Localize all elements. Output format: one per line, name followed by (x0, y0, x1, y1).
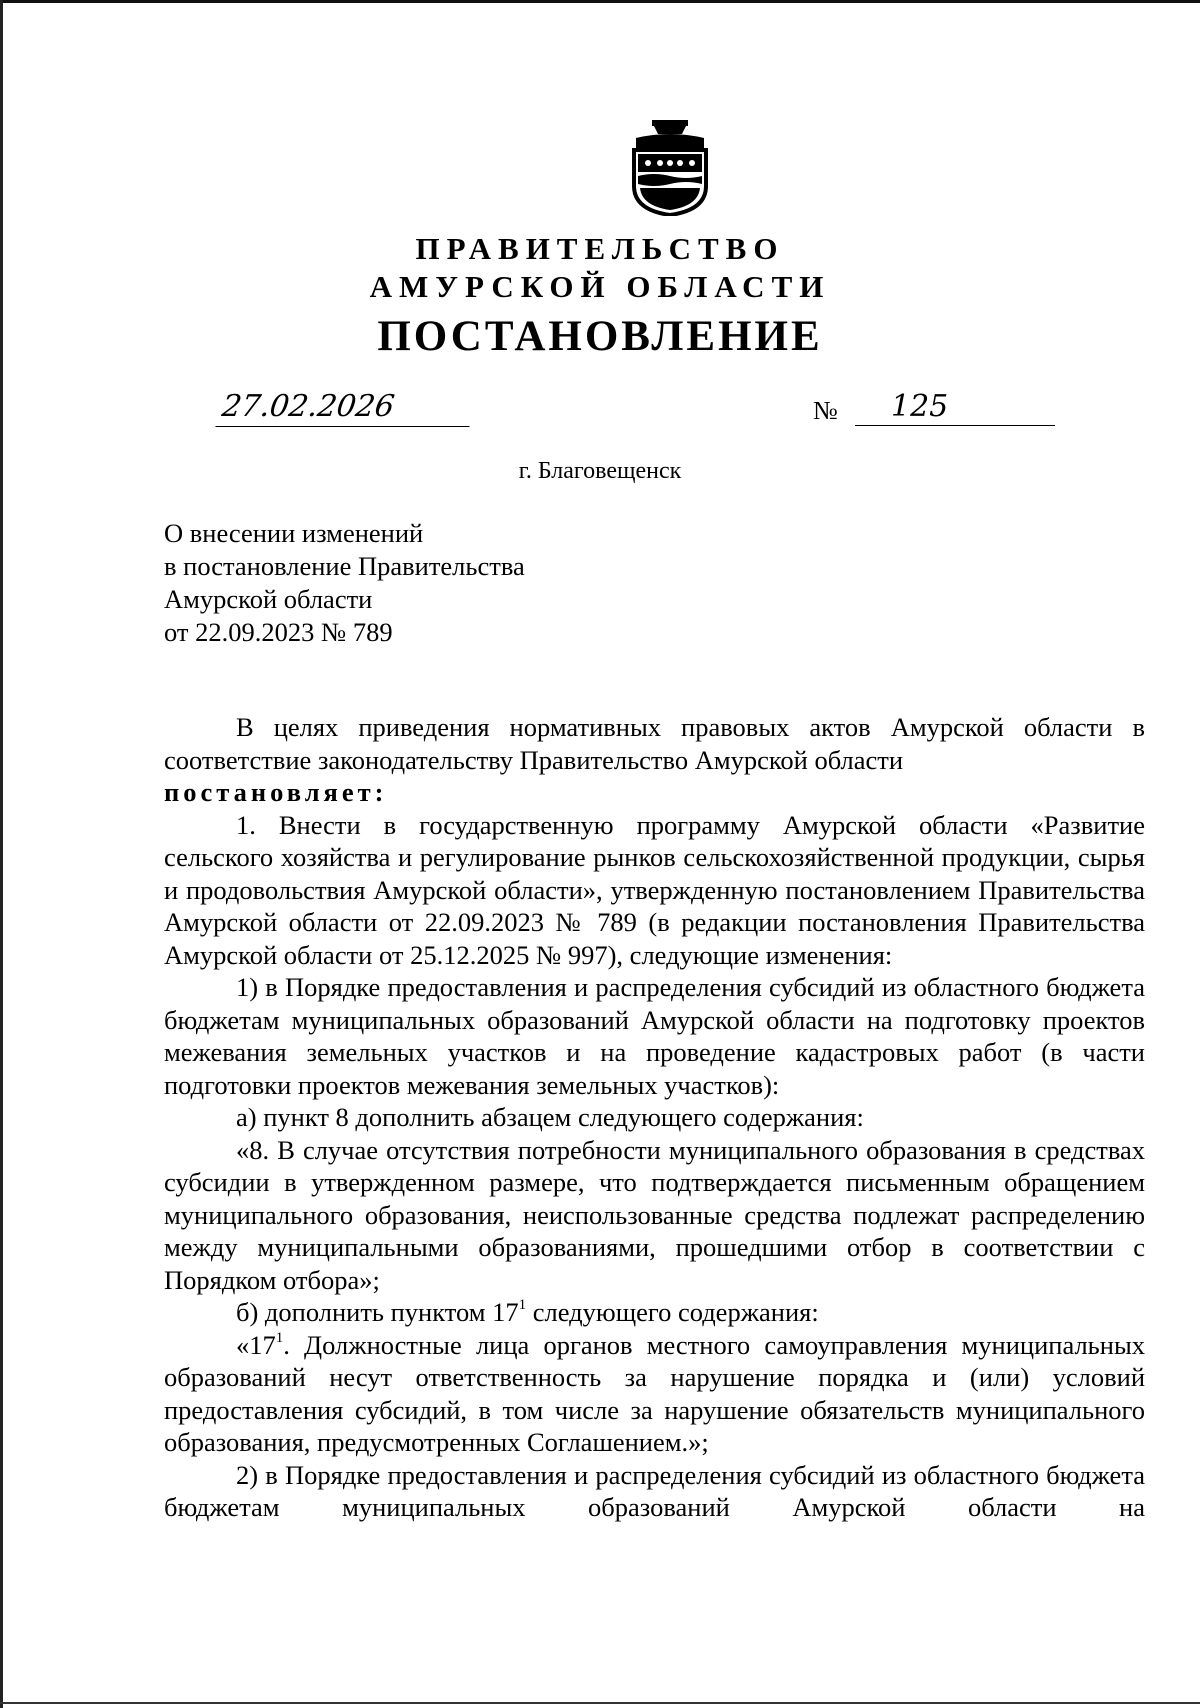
handwritten-date: 27.02.2026 (215, 390, 474, 427)
item-b-text-end: следующего содержания: (526, 1297, 819, 1327)
item-b (164, 1296, 1145, 1329)
subject-line: О внесении изменений (164, 518, 424, 548)
intro-paragraph: В целях приведения нормативных правовых актов Амурской области в соответствие законодательству Правительство Амурской области (164, 712, 1145, 775)
item-b-text: б) дополнить пунктом 17 (236, 1297, 519, 1327)
quote-17-start: «17 (236, 1329, 276, 1360)
number-label: № (813, 396, 838, 425)
document-subject (164, 517, 525, 649)
page-edge (0, 1702, 1200, 1704)
handwritten-number: 125 (855, 390, 1055, 426)
document-body (164, 711, 1145, 1524)
item-1-subitem-1: 1) в Порядке предоставления и распределения субсидий из областного бюджета бюджетам муниципальных образований Амурской области на подготовку проектов межевания земельных участков и на проведение кадастровых работ (в части подготовки проектов межевания земельных участков): (164, 972, 1145, 1100)
resolves-word: постановляет: (164, 777, 388, 807)
item-1: 1. Внести в государственную программу Амурской области «Развитие сельского хозяйства и регулирование рынков сельскохозяйственной продукции, сырья и продовольствия Амурской области», утвержденную постановлением Правительства Амурской области от 22.09.2023 № 789 (в редакции постановления Правительства Амурской области от 25.12.2025 № 997), следующие изменения: (164, 809, 1145, 970)
government-name-line1: ПРАВИТЕЛЬСТВО (415, 231, 785, 266)
amur-region-emblem (630, 120, 710, 216)
item-1-subitem-2: 2) в Порядке предоставления и распределения субсидий из областного бюджета бюджетам муниципальных образований Амурской области на (164, 1459, 1145, 1522)
quote-point-17-1 (164, 1329, 1145, 1459)
subject-line: от 22.09.2023 № 789 (164, 617, 393, 647)
quote-17-text: . Должностные лица органов местного самоуправления муниципальных образований несут ответственность за нарушение порядка и (или) условий предоставления субсидий, в том числе за нарушение обязательств муниципального образования, предусмотренных Соглашением.»; (164, 1329, 1145, 1457)
subject-line: Амурской области (164, 584, 373, 614)
subject-line: в постановление Правительства (164, 551, 525, 581)
quote-17-superscript: 1 (275, 1329, 284, 1346)
quote-point-8: «8. В случае отсутствия потребности муниципального образования в средствах субсидии в утвержденном размере, что подтверждается письменным обращением муниципального образования, неиспользованные средства подлежат распределению между муниципальными образованиями, прошедшими отбор в соответствии с Порядком отбора»; (164, 1134, 1145, 1295)
item-a: а) пункт 8 дополнить абзацем следующего содержания: (236, 1102, 864, 1132)
document-type-title: ПОСТАНОВЛЕНИЕ (377, 313, 823, 360)
city-name: г. Благовещенск (518, 458, 682, 484)
government-name-line2: АМУРСКОЙ ОБЛАСТИ (369, 269, 831, 304)
item-b-superscript: 1 (518, 1297, 527, 1314)
page-edge (0, 0, 1200, 3)
